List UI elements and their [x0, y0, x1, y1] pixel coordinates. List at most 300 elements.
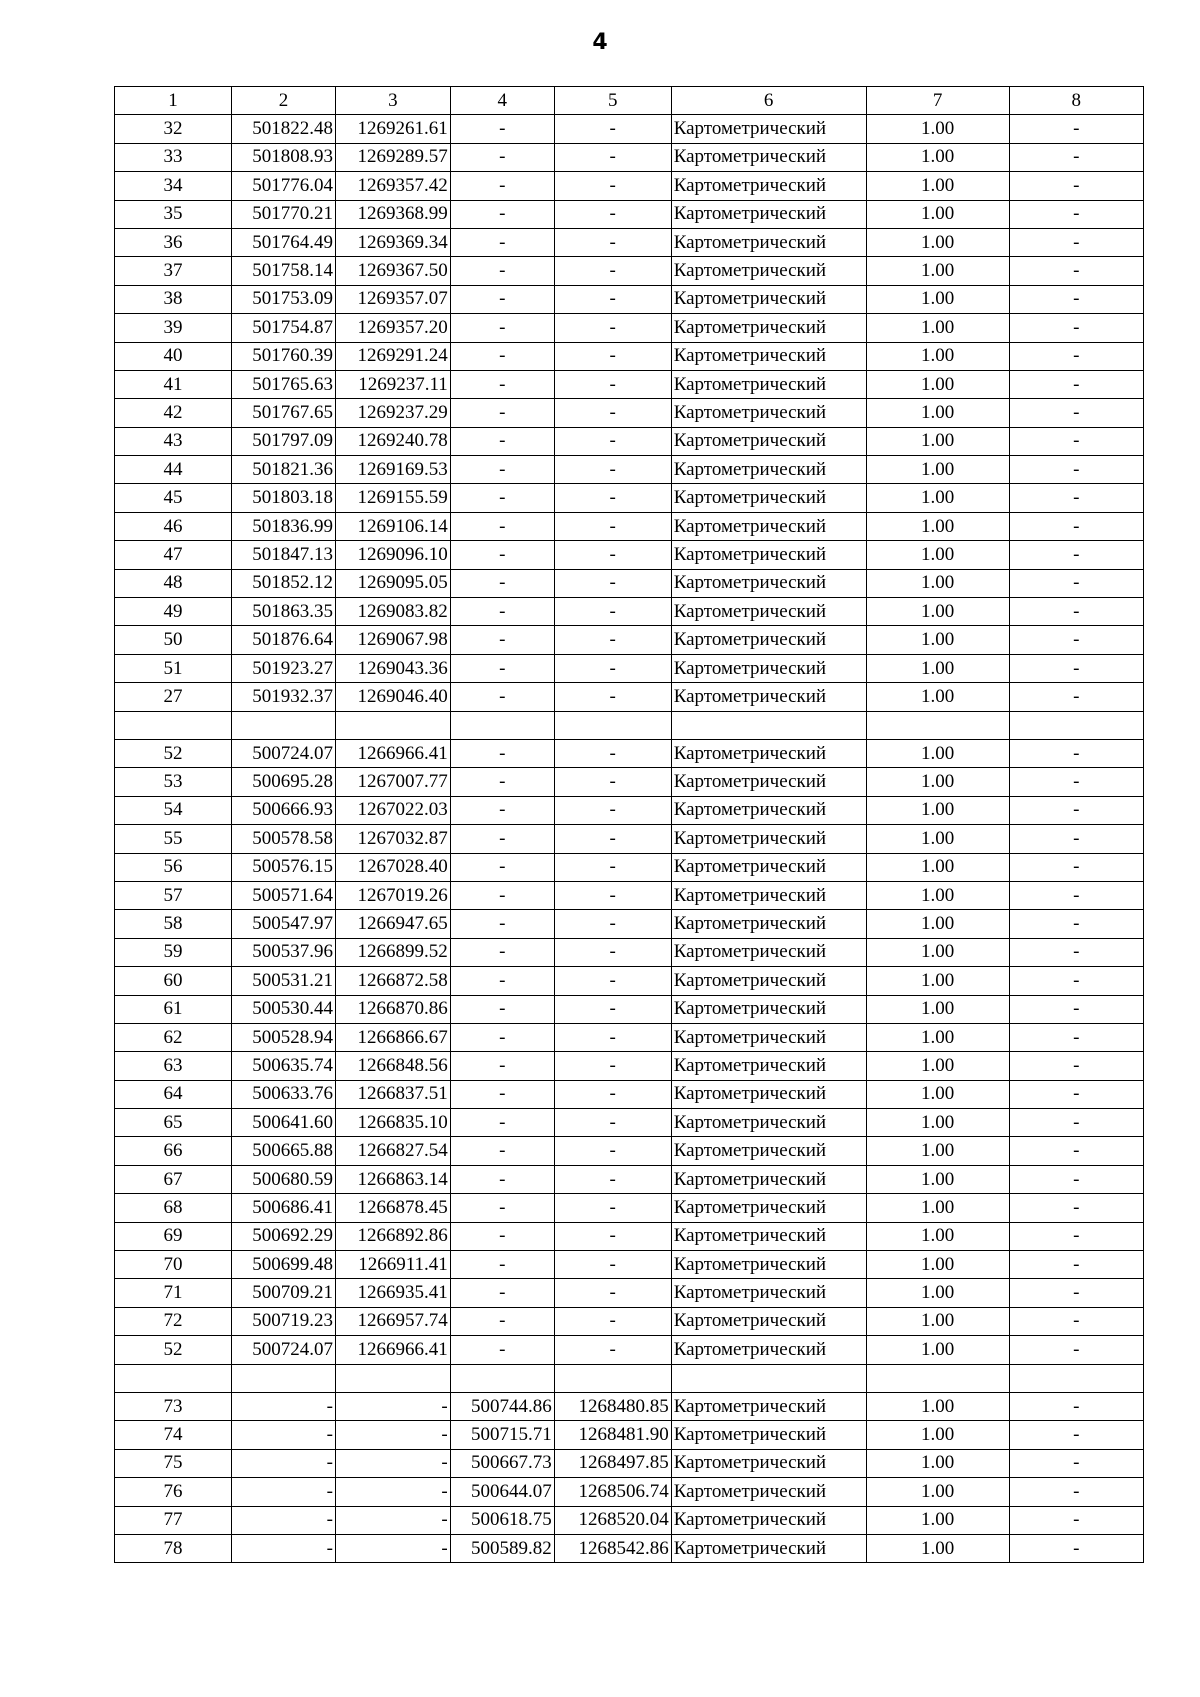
- table-cell: 1269169.53: [335, 456, 450, 484]
- table-cell: 1.00: [866, 342, 1009, 370]
- table-cell: 50: [115, 626, 232, 654]
- table-cell: 1269096.10: [335, 541, 450, 569]
- table-row: [115, 1251, 1144, 1279]
- table-cell: [1009, 1364, 1143, 1392]
- table-cell: 1.00: [866, 853, 1009, 881]
- table-cell: Картометрический: [671, 881, 866, 909]
- table-cell: 1.00: [866, 598, 1009, 626]
- table-cell: -: [1009, 1336, 1143, 1364]
- table-cell: -: [554, 1336, 671, 1364]
- table-cell: [115, 1364, 232, 1392]
- table-cell: 501776.04: [231, 172, 335, 200]
- table-cell: [450, 711, 554, 739]
- table-cell: 1.00: [866, 1307, 1009, 1335]
- table-cell: 1269357.07: [335, 285, 450, 313]
- table-cell: 77: [115, 1506, 232, 1534]
- table-cell: 1268480.85: [554, 1392, 671, 1420]
- table-cell: 1269155.59: [335, 484, 450, 512]
- table-cell: Картометрический: [671, 1165, 866, 1193]
- table-cell: 1.00: [866, 1052, 1009, 1080]
- table-cell: 1.00: [866, 683, 1009, 711]
- table-row: [115, 796, 1144, 824]
- table-row: [115, 825, 1144, 853]
- table-cell: -: [554, 314, 671, 342]
- table-cell: -: [1009, 768, 1143, 796]
- table-cell: 72: [115, 1307, 232, 1335]
- table-cell: -: [554, 654, 671, 682]
- table-cell: -: [450, 967, 554, 995]
- table-cell: -: [554, 200, 671, 228]
- table-row: [115, 512, 1144, 540]
- table-cell: -: [554, 1052, 671, 1080]
- table-cell: -: [335, 1449, 450, 1477]
- table-row: [115, 1478, 1144, 1506]
- table-row: [115, 541, 1144, 569]
- table-cell: 501767.65: [231, 399, 335, 427]
- table-cell: 1.00: [866, 1478, 1009, 1506]
- table-cell: 501847.13: [231, 541, 335, 569]
- table-cell: -: [1009, 881, 1143, 909]
- table-cell: -: [1009, 342, 1143, 370]
- table-cell: 1266899.52: [335, 938, 450, 966]
- coordinates-table: [114, 86, 1144, 1563]
- table-cell: Картометрический: [671, 995, 866, 1023]
- table-cell: 1.00: [866, 1165, 1009, 1193]
- table-cell: 1266837.51: [335, 1080, 450, 1108]
- table-cell: 1267028.40: [335, 853, 450, 881]
- table-cell: 1.00: [866, 881, 1009, 909]
- table-cell: -: [1009, 626, 1143, 654]
- table-cell: 1266878.45: [335, 1194, 450, 1222]
- table-cell: 500719.23: [231, 1307, 335, 1335]
- table-cell: -: [554, 456, 671, 484]
- table-cell: -: [554, 1279, 671, 1307]
- table-cell: -: [1009, 1279, 1143, 1307]
- table-cell: -: [554, 626, 671, 654]
- table-cell: -: [554, 228, 671, 256]
- table-cell: 1266957.74: [335, 1307, 450, 1335]
- table-cell: -: [554, 1307, 671, 1335]
- table-row: [115, 200, 1144, 228]
- table-cell: 1.00: [866, 910, 1009, 938]
- table-row: [115, 257, 1144, 285]
- table-row: [115, 768, 1144, 796]
- table-row: [115, 938, 1144, 966]
- table-cell: 500724.07: [231, 739, 335, 767]
- table-cell: -: [450, 342, 554, 370]
- table-cell: Картометрический: [671, 853, 866, 881]
- table-cell: -: [450, 938, 554, 966]
- table-cell: 1269046.40: [335, 683, 450, 711]
- table-cell: Картометрический: [671, 654, 866, 682]
- table-cell: 1266947.65: [335, 910, 450, 938]
- table-cell: 71: [115, 1279, 232, 1307]
- table-cell: 62: [115, 1023, 232, 1051]
- table-cell: 501932.37: [231, 683, 335, 711]
- table-cell: 501876.64: [231, 626, 335, 654]
- table-cell: 1269237.29: [335, 399, 450, 427]
- table-cell: -: [1009, 1534, 1143, 1562]
- table-cell: Картометрический: [671, 825, 866, 853]
- table-cell: 500576.15: [231, 853, 335, 881]
- table-cell: -: [1009, 995, 1143, 1023]
- table-cell: -: [554, 541, 671, 569]
- table-cell: 1.00: [866, 1080, 1009, 1108]
- table-cell: 501753.09: [231, 285, 335, 313]
- table-cell: -: [1009, 143, 1143, 171]
- table-cell: -: [1009, 1506, 1143, 1534]
- table-cell: -: [554, 569, 671, 597]
- table-cell: -: [1009, 938, 1143, 966]
- table-cell: 1266966.41: [335, 739, 450, 767]
- table-cell: 1.00: [866, 1137, 1009, 1165]
- table-cell: 500641.60: [231, 1109, 335, 1137]
- table-cell: -: [554, 342, 671, 370]
- table-cell: 1.00: [866, 1279, 1009, 1307]
- table-cell: 1268497.85: [554, 1449, 671, 1477]
- table-cell: 1266892.86: [335, 1222, 450, 1250]
- table-cell: -: [231, 1506, 335, 1534]
- table-cell: Картометрический: [671, 626, 866, 654]
- table-cell: 1269237.11: [335, 370, 450, 398]
- table-row: [115, 1449, 1144, 1477]
- table-cell: 52: [115, 739, 232, 767]
- table-cell: Картометрический: [671, 598, 866, 626]
- table-cell: -: [1009, 967, 1143, 995]
- table-cell: 500547.97: [231, 910, 335, 938]
- table-cell: Картометрический: [671, 1109, 866, 1137]
- table-cell: 1269367.50: [335, 257, 450, 285]
- column-header: 2: [231, 87, 335, 115]
- table-cell: 1268542.86: [554, 1534, 671, 1562]
- table-row: [115, 1080, 1144, 1108]
- table-cell: 36: [115, 228, 232, 256]
- table-cell: 1269261.61: [335, 115, 450, 143]
- table-row: [115, 967, 1144, 995]
- table-cell: 501770.21: [231, 200, 335, 228]
- table-cell: -: [554, 598, 671, 626]
- table-cell: Картометрический: [671, 143, 866, 171]
- table-cell: 34: [115, 172, 232, 200]
- table-cell: Картометрический: [671, 1506, 866, 1534]
- table-cell: -: [1009, 654, 1143, 682]
- table-cell: 1267022.03: [335, 796, 450, 824]
- table-row: [115, 654, 1144, 682]
- table-cell: -: [554, 995, 671, 1023]
- table-cell: 52: [115, 1336, 232, 1364]
- table-cell: 1.00: [866, 739, 1009, 767]
- table-cell: 47: [115, 541, 232, 569]
- table-cell: -: [1009, 1194, 1143, 1222]
- table-row: [115, 456, 1144, 484]
- table-cell: -: [554, 1137, 671, 1165]
- table-cell: -: [450, 1109, 554, 1137]
- table-cell: 1.00: [866, 796, 1009, 824]
- table-cell: Картометрический: [671, 1478, 866, 1506]
- table-row: [115, 995, 1144, 1023]
- table-cell: Картометрический: [671, 910, 866, 938]
- table-cell: -: [1009, 1222, 1143, 1250]
- table-cell: -: [450, 598, 554, 626]
- table-cell: 53: [115, 768, 232, 796]
- table-cell: Картометрический: [671, 172, 866, 200]
- table-cell: -: [554, 1080, 671, 1108]
- table-cell: -: [1009, 683, 1143, 711]
- table-cell: Картометрический: [671, 1080, 866, 1108]
- table-cell: -: [450, 995, 554, 1023]
- table-cell: 500699.48: [231, 1251, 335, 1279]
- table-cell: 37: [115, 257, 232, 285]
- table-cell: -: [554, 512, 671, 540]
- table-row: [115, 115, 1144, 143]
- table-row: [115, 739, 1144, 767]
- table-cell: -: [450, 370, 554, 398]
- table-cell: 1266863.14: [335, 1165, 450, 1193]
- table-cell: 70: [115, 1251, 232, 1279]
- table-cell: 61: [115, 995, 232, 1023]
- table-cell: 68: [115, 1194, 232, 1222]
- table-cell: -: [450, 1080, 554, 1108]
- table-cell: 60: [115, 967, 232, 995]
- table-cell: 500715.71: [450, 1421, 554, 1449]
- table-cell: Картометрический: [671, 938, 866, 966]
- table-cell: 500635.74: [231, 1052, 335, 1080]
- table-cell: -: [450, 512, 554, 540]
- table-cell: 38: [115, 285, 232, 313]
- table-cell: [554, 711, 671, 739]
- table-cell: 1266872.58: [335, 967, 450, 995]
- table-row: [115, 370, 1144, 398]
- table-cell: -: [450, 1251, 554, 1279]
- table-cell: Картометрический: [671, 314, 866, 342]
- table-cell: 1.00: [866, 143, 1009, 171]
- table-cell: -: [554, 967, 671, 995]
- table-cell: -: [1009, 853, 1143, 881]
- table-spacer-row: [115, 711, 1144, 739]
- table-cell: 500589.82: [450, 1534, 554, 1562]
- table-cell: 1268520.04: [554, 1506, 671, 1534]
- table-cell: 1.00: [866, 1194, 1009, 1222]
- table-cell: 1.00: [866, 1251, 1009, 1279]
- table-cell: -: [231, 1534, 335, 1562]
- table-cell: -: [335, 1478, 450, 1506]
- table-cell: 500692.29: [231, 1222, 335, 1250]
- table-cell: -: [1009, 1137, 1143, 1165]
- table-cell: 501765.63: [231, 370, 335, 398]
- table-cell: -: [450, 484, 554, 512]
- table-cell: 1.00: [866, 1506, 1009, 1534]
- table-cell: 1.00: [866, 370, 1009, 398]
- table-cell: Картометрический: [671, 1251, 866, 1279]
- table-cell: -: [1009, 200, 1143, 228]
- table-cell: 39: [115, 314, 232, 342]
- table-cell: 500709.21: [231, 1279, 335, 1307]
- table-cell: -: [450, 910, 554, 938]
- table-cell: Картометрический: [671, 1137, 866, 1165]
- table-cell: 1.00: [866, 569, 1009, 597]
- table-row: [115, 1421, 1144, 1449]
- table-row: [115, 1534, 1144, 1562]
- table-cell: 1.00: [866, 1336, 1009, 1364]
- table-cell: -: [450, 1279, 554, 1307]
- table-cell: -: [450, 683, 554, 711]
- table-cell: -: [1009, 1307, 1143, 1335]
- table-cell: Картометрический: [671, 1194, 866, 1222]
- table-cell: 1269357.42: [335, 172, 450, 200]
- table-cell: -: [554, 1222, 671, 1250]
- table-cell: Картометрический: [671, 1336, 866, 1364]
- column-header: 4: [450, 87, 554, 115]
- table-cell: Картометрический: [671, 399, 866, 427]
- table-cell: 1.00: [866, 654, 1009, 682]
- table-cell: 43: [115, 427, 232, 455]
- table-cell: -: [554, 1165, 671, 1193]
- table-cell: Картометрический: [671, 484, 866, 512]
- table-cell: 1266866.67: [335, 1023, 450, 1051]
- table-row: [115, 853, 1144, 881]
- table-cell: -: [1009, 598, 1143, 626]
- table-cell: 1.00: [866, 512, 1009, 540]
- table-cell: -: [1009, 1478, 1143, 1506]
- table-cell: 500680.59: [231, 1165, 335, 1193]
- table-cell: -: [554, 796, 671, 824]
- table-cell: 32: [115, 115, 232, 143]
- table-cell: [335, 711, 450, 739]
- table-cell: -: [1009, 172, 1143, 200]
- table-cell: -: [450, 1165, 554, 1193]
- page-number: 4: [592, 30, 608, 55]
- table-cell: 73: [115, 1392, 232, 1420]
- table-cell: Картометрический: [671, 1222, 866, 1250]
- table-cell: 501822.48: [231, 115, 335, 143]
- table-cell: -: [1009, 1080, 1143, 1108]
- table-cell: -: [554, 938, 671, 966]
- table-cell: -: [554, 768, 671, 796]
- table-cell: -: [231, 1392, 335, 1420]
- table-cell: -: [335, 1421, 450, 1449]
- table-cell: -: [450, 1023, 554, 1051]
- table-cell: -: [450, 1052, 554, 1080]
- table-cell: 500530.44: [231, 995, 335, 1023]
- table-cell: [231, 1364, 335, 1392]
- table-cell: [671, 1364, 866, 1392]
- table-cell: Картометрический: [671, 1534, 866, 1562]
- table-cell: -: [450, 1307, 554, 1335]
- table-cell: Картометрический: [671, 285, 866, 313]
- table-cell: -: [450, 1137, 554, 1165]
- table-cell: 500618.75: [450, 1506, 554, 1534]
- table-row: [115, 427, 1144, 455]
- table-cell: 1269067.98: [335, 626, 450, 654]
- table-cell: -: [1009, 825, 1143, 853]
- table-cell: -: [554, 1109, 671, 1137]
- table-cell: -: [554, 683, 671, 711]
- table-row: [115, 1392, 1144, 1420]
- table-cell: -: [1009, 115, 1143, 143]
- table-cell: 500528.94: [231, 1023, 335, 1051]
- table-cell: 500537.96: [231, 938, 335, 966]
- table-row: [115, 1194, 1144, 1222]
- table-cell: Картометрический: [671, 1307, 866, 1335]
- table-cell: -: [450, 569, 554, 597]
- table-cell: 1266966.41: [335, 1336, 450, 1364]
- table-cell: Картометрический: [671, 1421, 866, 1449]
- table-cell: [554, 1364, 671, 1392]
- table-cell: -: [554, 1194, 671, 1222]
- table-cell: 1.00: [866, 768, 1009, 796]
- table-cell: -: [554, 143, 671, 171]
- table-cell: Картометрический: [671, 768, 866, 796]
- table-cell: 1269083.82: [335, 598, 450, 626]
- table-cell: -: [1009, 228, 1143, 256]
- table-cell: -: [1009, 314, 1143, 342]
- table-cell: 500667.73: [450, 1449, 554, 1477]
- table-cell: -: [554, 853, 671, 881]
- table-cell: Картометрический: [671, 370, 866, 398]
- table-cell: -: [450, 285, 554, 313]
- table-row: [115, 1506, 1144, 1534]
- table-cell: -: [231, 1478, 335, 1506]
- table-row: [115, 569, 1144, 597]
- table-cell: -: [335, 1534, 450, 1562]
- table-cell: Картометрический: [671, 739, 866, 767]
- table-cell: 500531.21: [231, 967, 335, 995]
- table-cell: Картометрический: [671, 115, 866, 143]
- table-cell: -: [1009, 285, 1143, 313]
- table-cell: 501923.27: [231, 654, 335, 682]
- table-row: [115, 1023, 1144, 1051]
- table-cell: 65: [115, 1109, 232, 1137]
- table-cell: -: [554, 1251, 671, 1279]
- table-cell: 76: [115, 1478, 232, 1506]
- table-cell: [671, 711, 866, 739]
- table-cell: [335, 1364, 450, 1392]
- table-cell: Картометрический: [671, 1279, 866, 1307]
- table-cell: -: [554, 285, 671, 313]
- table-cell: 501863.35: [231, 598, 335, 626]
- table-cell: 500578.58: [231, 825, 335, 853]
- table-row: [115, 1052, 1144, 1080]
- table-cell: 1.00: [866, 200, 1009, 228]
- table-cell: 75: [115, 1449, 232, 1477]
- table-cell: 67: [115, 1165, 232, 1193]
- table-cell: 500744.86: [450, 1392, 554, 1420]
- table-cell: 78: [115, 1534, 232, 1562]
- table-cell: Картометрический: [671, 228, 866, 256]
- table-cell: -: [450, 314, 554, 342]
- table-cell: 1269368.99: [335, 200, 450, 228]
- table-header-row: [115, 87, 1144, 115]
- table-row: [115, 172, 1144, 200]
- table-cell: -: [1009, 796, 1143, 824]
- table-cell: 49: [115, 598, 232, 626]
- table-cell: -: [450, 1222, 554, 1250]
- table-cell: Картометрический: [671, 512, 866, 540]
- table-cell: -: [231, 1449, 335, 1477]
- table-row: [115, 1109, 1144, 1137]
- table-cell: -: [1009, 1165, 1143, 1193]
- table-cell: -: [554, 881, 671, 909]
- table-cell: -: [554, 399, 671, 427]
- table-row: [115, 1137, 1144, 1165]
- table-cell: 64: [115, 1080, 232, 1108]
- table-cell: 500724.07: [231, 1336, 335, 1364]
- table-cell: 500644.07: [450, 1478, 554, 1506]
- table-cell: 1.00: [866, 825, 1009, 853]
- table-cell: 1.00: [866, 228, 1009, 256]
- table-cell: 63: [115, 1052, 232, 1080]
- table-cell: 1.00: [866, 172, 1009, 200]
